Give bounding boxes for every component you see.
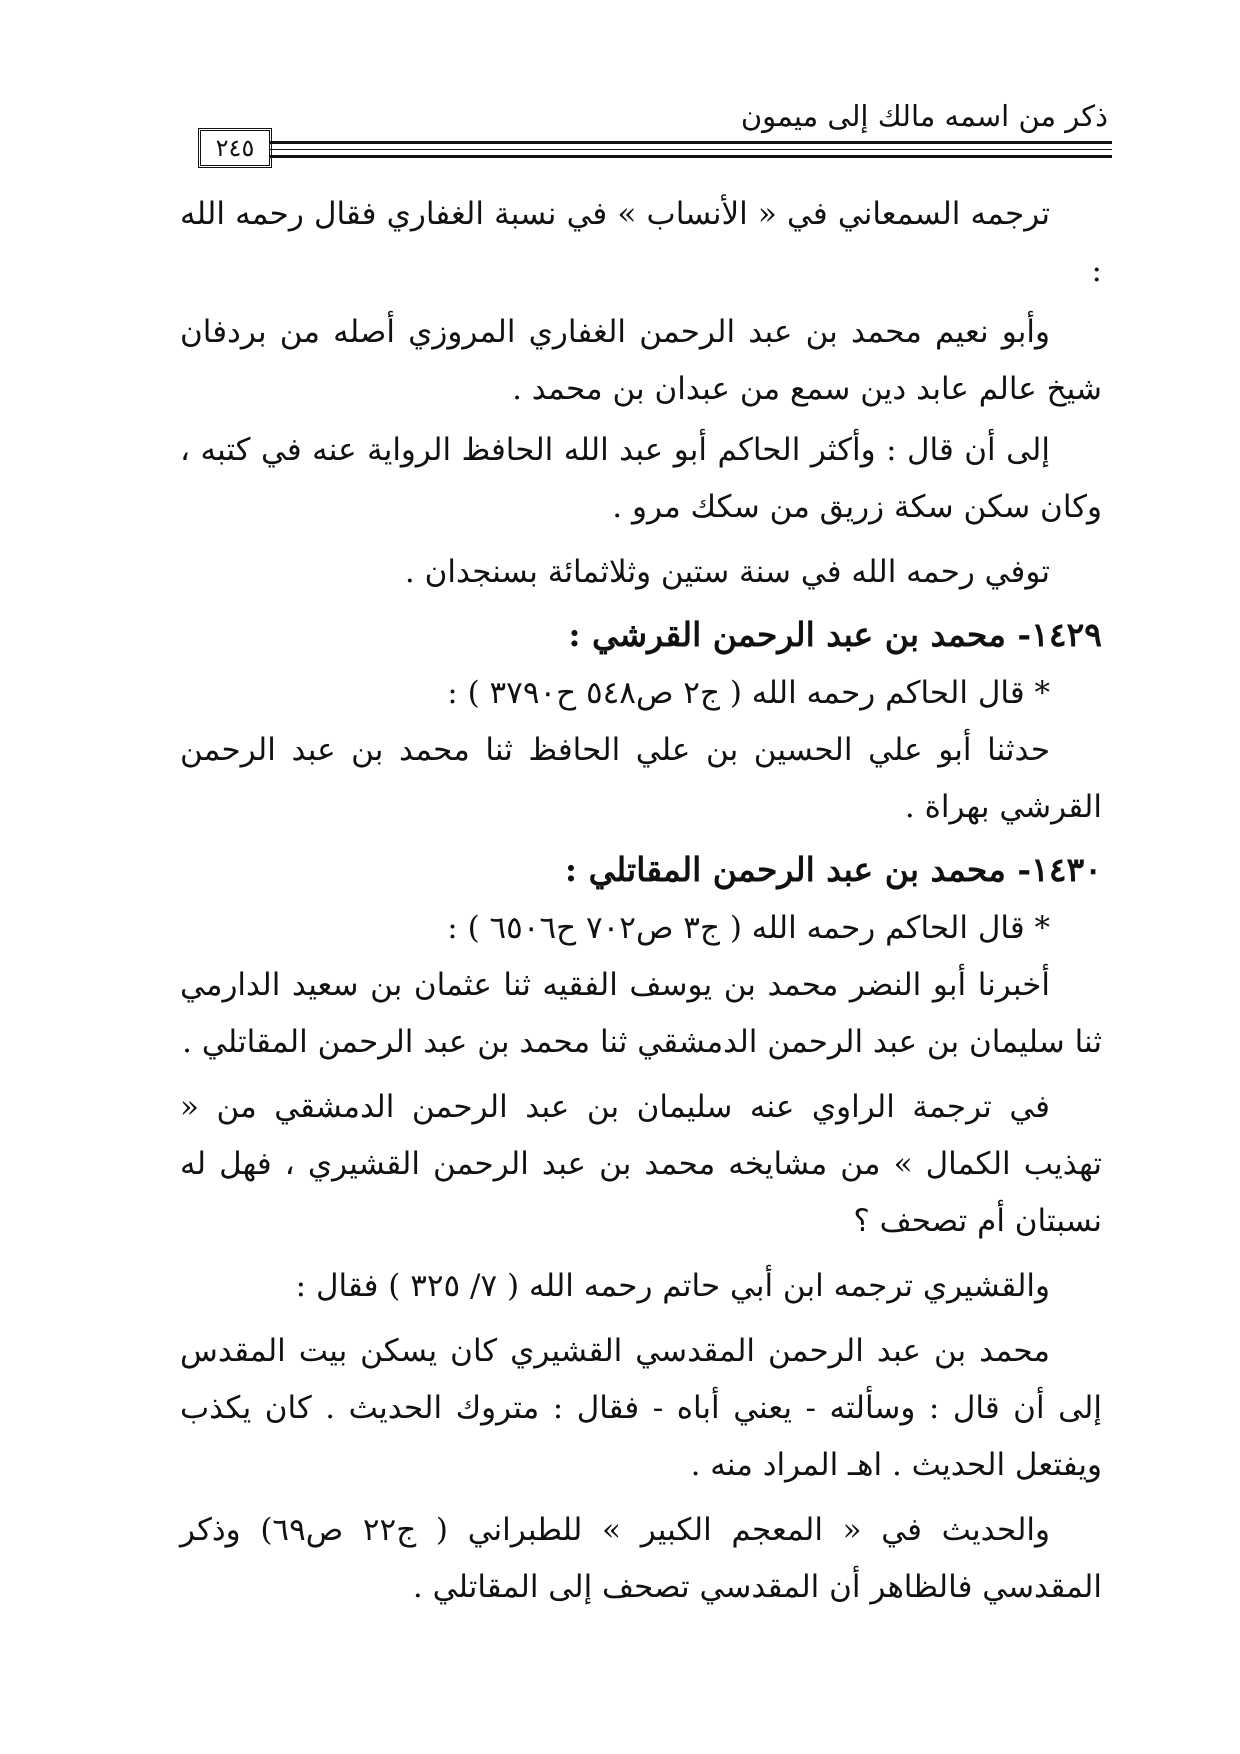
source-citation: * قال الحاكم رحمه الله ( ج٣ ص٧٠٢ ح٦٥٠٦ ) :	[447, 910, 1050, 946]
header-rule	[270, 149, 1112, 150]
source-citation: * قال الحاكم رحمه الله ( ج٢ ص٥٤٨ ح٣٧٩٠ ) :	[447, 675, 1050, 711]
page-content	[180, 186, 1102, 1616]
paragraph: والقشيري ترجمه ابن أبي حاتم رحمه الله ( ٧/ ٣٢٥ ) فقال :	[295, 1268, 1050, 1304]
paragraph: توفي رحمه الله في سنة ستين وثلاثمائة بسنجدان .	[404, 554, 1050, 590]
entry-title-1430: ١٤٣٠- محمد بن عبد الرحمن المقاتلي :	[564, 850, 1102, 889]
paragraph: والحديث في « المعجم الكبير » للطبراني ( ج٢٢ ص٦٩) وذكر المقدسي فالظاهر أن المقدسي تصحف إلى المقاتلي .	[180, 1512, 1102, 1605]
paragraph: أخبرنا أبو النضر محمد بن يوسف الفقيه ثنا عثمان بن سعيد الدارمي ثنا سليمان بن عبد الرحمن الدمشقي ثنا محمد بن عبد الرحمن المقاتلي .	[180, 967, 1102, 1060]
paragraph: إلى أن قال : وأكثر الحاكم أبو عبد الله الحافظ الرواية عنه في كتبه ، وكان سكن سكة زريق من سكك مرو .	[180, 432, 1102, 525]
header-rule	[270, 155, 1112, 158]
paragraph: محمد بن عبد الرحمن المقدسي القشيري كان يسكن بيت المقدس إلى أن قال : وسألته - يعني أباه - فقال : متروك الحديث . كان يكذب ويفتعل الحديث . اهـ المراد منه .	[180, 1333, 1102, 1483]
paragraph: وأبو نعيم محمد بن عبد الرحمن الغفاري المروزي أصله من بردفان شيخ عالم عابد دين سمع من عبدان بن محمد .	[180, 314, 1102, 407]
header-rule	[270, 141, 1112, 144]
paragraph: في ترجمة الراوي عنه سليمان بن عبد الرحمن الدمشقي من « تهذيب الكمال » من مشايخه محمد بن عبد الرحمن القشيري ، فهل له نسبتان أم تصحف ؟	[180, 1089, 1102, 1239]
entry-title-1429: ١٤٢٩- محمد بن عبد الرحمن القرشي :	[568, 615, 1102, 654]
paragraph: حدثنا أبو علي الحسين بن علي الحافظ ثنا محمد بن عبد الرحمن القرشي بهراة .	[180, 732, 1102, 825]
page-number: ٢٤٥	[198, 128, 272, 168]
paragraph: ترجمه السمعاني في « الأنساب » في نسبة الغفاري فقال رحمه الله :	[180, 196, 1102, 289]
running-title: ذكر من اسمه مالك إلى ميمون	[740, 99, 1108, 133]
